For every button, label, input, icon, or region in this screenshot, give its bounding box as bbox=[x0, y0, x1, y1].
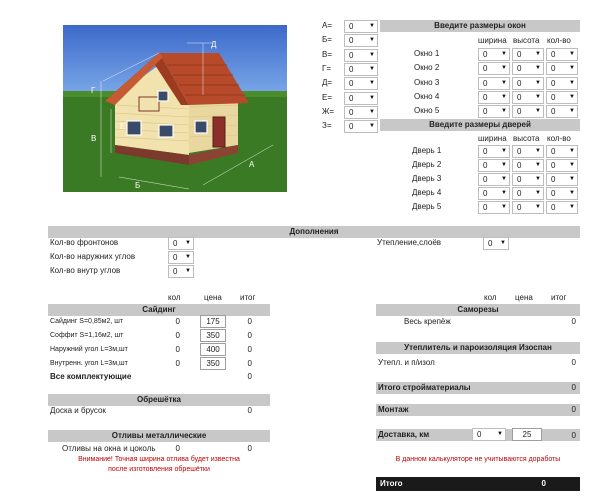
delivery-total: 0 bbox=[571, 431, 576, 440]
chevron-down-icon: ▼ bbox=[497, 431, 503, 437]
siding-row-total: 0 bbox=[247, 331, 252, 340]
window-count-select[interactable] bbox=[546, 91, 578, 104]
siding-row-label: Внутренн. угол L=3м,шт bbox=[50, 360, 128, 367]
dim-select-value: 0 bbox=[349, 64, 354, 74]
door-height-select[interactable] bbox=[512, 159, 544, 172]
windows-col-width: ширина bbox=[478, 36, 507, 45]
dim-select[interactable] bbox=[344, 34, 378, 47]
window-count-select-value: 0 bbox=[551, 50, 556, 59]
siding-row-total: 0 bbox=[247, 345, 252, 354]
chevron-down-icon: ▼ bbox=[369, 23, 375, 29]
dim-label: В= bbox=[322, 49, 333, 59]
dim-select[interactable] bbox=[344, 120, 378, 133]
window-height-select-value: 0 bbox=[517, 50, 522, 59]
chevron-down-icon: ▼ bbox=[369, 108, 375, 115]
chevron-down-icon: ▼ bbox=[501, 79, 507, 86]
chevron-down-icon: ▼ bbox=[535, 176, 541, 182]
drains-label: Отливы на окна и цоколь bbox=[62, 444, 156, 453]
window-width-select-value: 0 bbox=[483, 92, 488, 102]
siding-row-label: Сайдинг S=0,85м2, шт bbox=[50, 318, 124, 325]
dim-label: Г= bbox=[322, 63, 332, 73]
chevron-down-icon: ▼ bbox=[369, 123, 375, 130]
dim-select[interactable] bbox=[344, 106, 378, 119]
chevron-down-icon: ▼ bbox=[501, 51, 507, 57]
gables-label: Кол-во фронтонов bbox=[50, 238, 119, 247]
board-total: 0 bbox=[247, 406, 252, 415]
window-height-select[interactable] bbox=[512, 48, 544, 61]
door-row-label: Дверь 3 bbox=[412, 174, 442, 183]
installation-row bbox=[376, 404, 580, 416]
door-count-select-value: 0 bbox=[551, 203, 556, 212]
chevron-down-icon: ▼ bbox=[535, 204, 541, 210]
grand-total-row bbox=[376, 477, 580, 491]
label-e: Е bbox=[120, 122, 126, 131]
chevron-down-icon: ▼ bbox=[569, 148, 575, 154]
col-qty: кол bbox=[168, 293, 181, 302]
insulation-row-total: 0 bbox=[571, 358, 576, 367]
chevron-down-icon: ▼ bbox=[569, 190, 575, 196]
delivery-price-input[interactable]: 25 bbox=[512, 428, 542, 441]
siding-row-label: Соффит S=1,16м2, шт bbox=[50, 332, 124, 339]
window-width-select-value: 0 bbox=[483, 64, 488, 74]
window-height-select[interactable] bbox=[512, 105, 544, 118]
windows-col-count: кол-во bbox=[547, 36, 571, 45]
drains-total: 0 bbox=[247, 444, 252, 453]
screws-header: Саморезы bbox=[376, 304, 580, 316]
all-parts-label: Все комплектующие bbox=[50, 372, 132, 381]
framing-header: Обрешётка bbox=[48, 394, 270, 406]
drains-qty: 0 bbox=[175, 444, 180, 453]
dim-select[interactable] bbox=[344, 20, 378, 33]
extras-header: Дополнения bbox=[48, 226, 580, 238]
chevron-down-icon: ▼ bbox=[535, 51, 541, 57]
chevron-down-icon: ▼ bbox=[569, 176, 575, 182]
window-width-select[interactable] bbox=[478, 91, 510, 104]
chevron-down-icon: ▼ bbox=[535, 93, 541, 100]
dim-select[interactable] bbox=[344, 77, 378, 90]
window-count-select[interactable] bbox=[546, 48, 578, 61]
siding-row-qty: 0 bbox=[175, 331, 180, 340]
doors-col-count: кол-во bbox=[547, 134, 571, 143]
window-width-select-value: 0 bbox=[483, 107, 488, 117]
door-height-select-value: 0 bbox=[517, 161, 522, 170]
door-height-select-value: 0 bbox=[517, 175, 522, 184]
chevron-down-icon: ▼ bbox=[535, 190, 541, 196]
siding-row-qty: 0 bbox=[175, 317, 180, 326]
col-price: цена bbox=[204, 293, 222, 302]
siding-row-total: 0 bbox=[247, 317, 252, 326]
window-count-select[interactable] bbox=[546, 105, 578, 118]
chevron-down-icon: ▼ bbox=[501, 190, 507, 196]
label-a: А bbox=[249, 160, 255, 169]
window-row-label: Окно 3 bbox=[414, 77, 440, 87]
col-total: итог bbox=[240, 293, 256, 302]
dim-label: Д= bbox=[322, 78, 333, 88]
installation-total: 0 bbox=[571, 405, 576, 414]
chevron-down-icon: ▼ bbox=[369, 80, 375, 87]
siding-header: Сайдинг bbox=[48, 304, 270, 316]
door-count-select-value: 0 bbox=[551, 161, 556, 170]
chevron-down-icon: ▼ bbox=[569, 162, 575, 168]
chevron-down-icon: ▼ bbox=[569, 108, 575, 115]
chevron-down-icon: ▼ bbox=[535, 108, 541, 115]
door-row-label: Дверь 1 bbox=[412, 146, 442, 155]
door-height-select-value: 0 bbox=[517, 203, 522, 212]
window-row-label: Окно 5 bbox=[414, 106, 440, 116]
chevron-down-icon: ▼ bbox=[500, 240, 506, 246]
door-width-select-value: 0 bbox=[483, 161, 488, 170]
window-height-select-value: 0 bbox=[517, 92, 522, 102]
window-height-select-value: 0 bbox=[517, 107, 522, 117]
rework-note: В данном калькуляторе не учитываются доработы bbox=[395, 456, 561, 463]
window-height-select-value: 0 bbox=[517, 78, 522, 88]
window-row-label: Окно 1 bbox=[414, 49, 440, 58]
window-width-select-value: 0 bbox=[483, 78, 488, 88]
window-height-select[interactable] bbox=[512, 62, 544, 75]
col-price-right: цена bbox=[515, 293, 533, 302]
chevron-down-icon: ▼ bbox=[569, 93, 575, 100]
door-count-select[interactable] bbox=[546, 159, 578, 172]
inner-corners-select[interactable]: 0 ▼ bbox=[168, 265, 194, 278]
label-d: Д bbox=[211, 40, 217, 49]
window-count-select-value: 0 bbox=[551, 92, 556, 102]
dim-label: Е= bbox=[322, 92, 333, 102]
chevron-down-icon: ▼ bbox=[535, 148, 541, 154]
door-height-select[interactable] bbox=[512, 187, 544, 200]
dim-label: З= bbox=[322, 121, 332, 131]
dim-label: Б= bbox=[322, 35, 332, 45]
insulation-header: Утеплитель и пароизоляция Изоспан bbox=[376, 342, 580, 354]
dim-select-value: 0 bbox=[349, 50, 354, 60]
siding-price-input[interactable]: 175 bbox=[200, 315, 226, 328]
grand-total-value: 0 bbox=[541, 479, 546, 488]
dim-select-value: 0 bbox=[349, 22, 354, 31]
chevron-down-icon: ▼ bbox=[569, 51, 575, 57]
window-width-select[interactable] bbox=[478, 62, 510, 75]
delivery-label: Доставка, км bbox=[378, 430, 430, 439]
installation-label: Монтаж bbox=[378, 405, 409, 414]
chevron-down-icon: ▼ bbox=[569, 79, 575, 86]
dim-select[interactable] bbox=[344, 63, 378, 76]
door-width-select[interactable] bbox=[478, 145, 510, 158]
window-row-label: Окно 4 bbox=[414, 91, 440, 101]
chevron-down-icon: ▼ bbox=[535, 79, 541, 86]
chevron-down-icon: ▼ bbox=[369, 37, 375, 44]
materials-total-row bbox=[376, 382, 580, 394]
siding-row-label: Наружний угол L=3м,шт bbox=[50, 346, 128, 353]
door-row-label: Дверь 2 bbox=[412, 160, 442, 169]
dim-select-value: 0 bbox=[349, 36, 354, 46]
materials-total: 0 bbox=[571, 383, 576, 392]
insulation-layers-select[interactable]: 0 ▼ bbox=[483, 237, 509, 250]
fasteners-total: 0 bbox=[571, 317, 576, 326]
all-parts-total: 0 bbox=[247, 372, 252, 381]
window-count-select-value: 0 bbox=[551, 64, 556, 74]
drains-header: Отливы металлические bbox=[48, 430, 270, 442]
door-row-label: Дверь 5 bbox=[412, 202, 442, 211]
doors-header: Введите размеры дверей bbox=[380, 119, 580, 131]
windows-header: Введите размеры окон bbox=[380, 20, 580, 32]
col-qty-right: кол bbox=[484, 293, 497, 302]
window-width-select[interactable] bbox=[478, 77, 510, 90]
door-count-select-value: 0 bbox=[551, 147, 556, 156]
dim-select[interactable] bbox=[344, 92, 378, 105]
door-row-label: Дверь 4 bbox=[412, 188, 442, 197]
doors-col-height: высота bbox=[513, 134, 540, 143]
house-diagram-image bbox=[63, 25, 287, 192]
siding-price-input[interactable]: 350 bbox=[200, 357, 226, 370]
chevron-down-icon: ▼ bbox=[501, 176, 507, 182]
dim-select-value: 0 bbox=[349, 93, 354, 103]
door-height-select[interactable] bbox=[512, 145, 544, 158]
door-count-select-value: 0 bbox=[551, 189, 556, 198]
window-height-select-value: 0 bbox=[517, 64, 522, 74]
door-width-select[interactable] bbox=[478, 159, 510, 172]
chevron-down-icon: ▼ bbox=[501, 204, 507, 210]
door-width-select[interactable] bbox=[478, 173, 510, 186]
chevron-down-icon: ▼ bbox=[501, 93, 507, 100]
chevron-down-icon: ▼ bbox=[185, 240, 191, 246]
chevron-down-icon: ▼ bbox=[501, 162, 507, 168]
chevron-down-icon: ▼ bbox=[369, 51, 375, 58]
door-height-select[interactable] bbox=[512, 201, 544, 214]
window-width-select[interactable] bbox=[478, 48, 510, 61]
window-count-select[interactable] bbox=[546, 62, 578, 75]
door-count-select[interactable] bbox=[546, 145, 578, 158]
dim-label: А= bbox=[322, 21, 333, 30]
delivery-km-select[interactable]: 0 ▼ bbox=[472, 428, 506, 441]
siding-price-input[interactable]: 400 bbox=[200, 343, 226, 356]
inner-corners-label: Кол-во внутр углов bbox=[50, 266, 121, 275]
door-count-select[interactable] bbox=[546, 173, 578, 186]
door-height-select-value: 0 bbox=[517, 189, 522, 198]
chevron-down-icon: ▼ bbox=[569, 65, 575, 72]
drains-warning-2: после изготовления обрешётки bbox=[108, 466, 210, 473]
siding-row-qty: 0 bbox=[175, 345, 180, 354]
siding-row-total: 0 bbox=[247, 359, 252, 368]
outer-corners-select[interactable]: 0 ▼ bbox=[168, 251, 194, 264]
door-width-select[interactable] bbox=[478, 201, 510, 214]
siding-row-qty: 0 bbox=[175, 359, 180, 368]
grand-total-label: Итого bbox=[380, 479, 403, 488]
window-row-label: Окно 2 bbox=[414, 63, 440, 73]
insulation-row-label: Утепл. и п/изол bbox=[378, 358, 435, 367]
door-width-select-value: 0 bbox=[483, 147, 488, 156]
gables-select[interactable]: 0 ▼ bbox=[168, 237, 194, 250]
window-count-select-value: 0 bbox=[551, 107, 556, 117]
label-b: Б bbox=[135, 181, 141, 190]
door-count-select-value: 0 bbox=[551, 175, 556, 184]
chevron-down-icon: ▼ bbox=[569, 204, 575, 210]
door-height-select-value: 0 bbox=[517, 147, 522, 156]
fasteners-label: Весь крепёж bbox=[404, 317, 451, 326]
dim-select-value: 0 bbox=[349, 122, 354, 132]
chevron-down-icon: ▼ bbox=[369, 94, 375, 101]
siding-price-input[interactable]: 350 bbox=[200, 329, 226, 342]
window-width-select-value: 0 bbox=[483, 50, 488, 59]
dim-select-value: 0 bbox=[349, 79, 354, 89]
chevron-down-icon: ▼ bbox=[501, 108, 507, 115]
label-v: В bbox=[91, 134, 97, 143]
window-height-select[interactable] bbox=[512, 77, 544, 90]
window-count-select-value: 0 bbox=[551, 78, 556, 88]
col-total-right: итог bbox=[551, 293, 567, 302]
chevron-down-icon: ▼ bbox=[501, 148, 507, 154]
door-height-select[interactable] bbox=[512, 173, 544, 186]
dim-select-value: 0 bbox=[349, 107, 354, 117]
label-g: Г bbox=[91, 86, 96, 95]
door-count-select[interactable] bbox=[546, 187, 578, 200]
chevron-down-icon: ▼ bbox=[535, 65, 541, 72]
door-width-select[interactable] bbox=[478, 187, 510, 200]
chevron-down-icon: ▼ bbox=[185, 254, 191, 260]
chevron-down-icon: ▼ bbox=[185, 268, 191, 274]
board-label: Доска и брусок bbox=[50, 406, 106, 415]
window-count-select[interactable] bbox=[546, 77, 578, 90]
outer-corners-label: Кол-во наружних углов bbox=[50, 252, 136, 261]
door-width-select-value: 0 bbox=[483, 189, 488, 198]
window-height-select[interactable] bbox=[512, 91, 544, 104]
dim-label: Ж= bbox=[322, 106, 335, 116]
insulation-layers-label: Утепление,слоёв bbox=[377, 238, 442, 247]
chevron-down-icon: ▼ bbox=[535, 162, 541, 168]
chevron-down-icon: ▼ bbox=[501, 65, 507, 72]
dim-select[interactable] bbox=[344, 49, 378, 62]
window-width-select[interactable] bbox=[478, 105, 510, 118]
windows-col-height: высота bbox=[513, 36, 540, 45]
materials-label: Итого стройматериалы bbox=[378, 383, 471, 392]
drains-warning-1: Внимание! Точная ширина отлива будет известна bbox=[78, 456, 240, 463]
chevron-down-icon: ▼ bbox=[369, 65, 375, 72]
door-width-select-value: 0 bbox=[483, 203, 488, 212]
door-count-select[interactable] bbox=[546, 201, 578, 214]
door-width-select-value: 0 bbox=[483, 175, 488, 184]
doors-col-width: ширина bbox=[478, 134, 507, 143]
